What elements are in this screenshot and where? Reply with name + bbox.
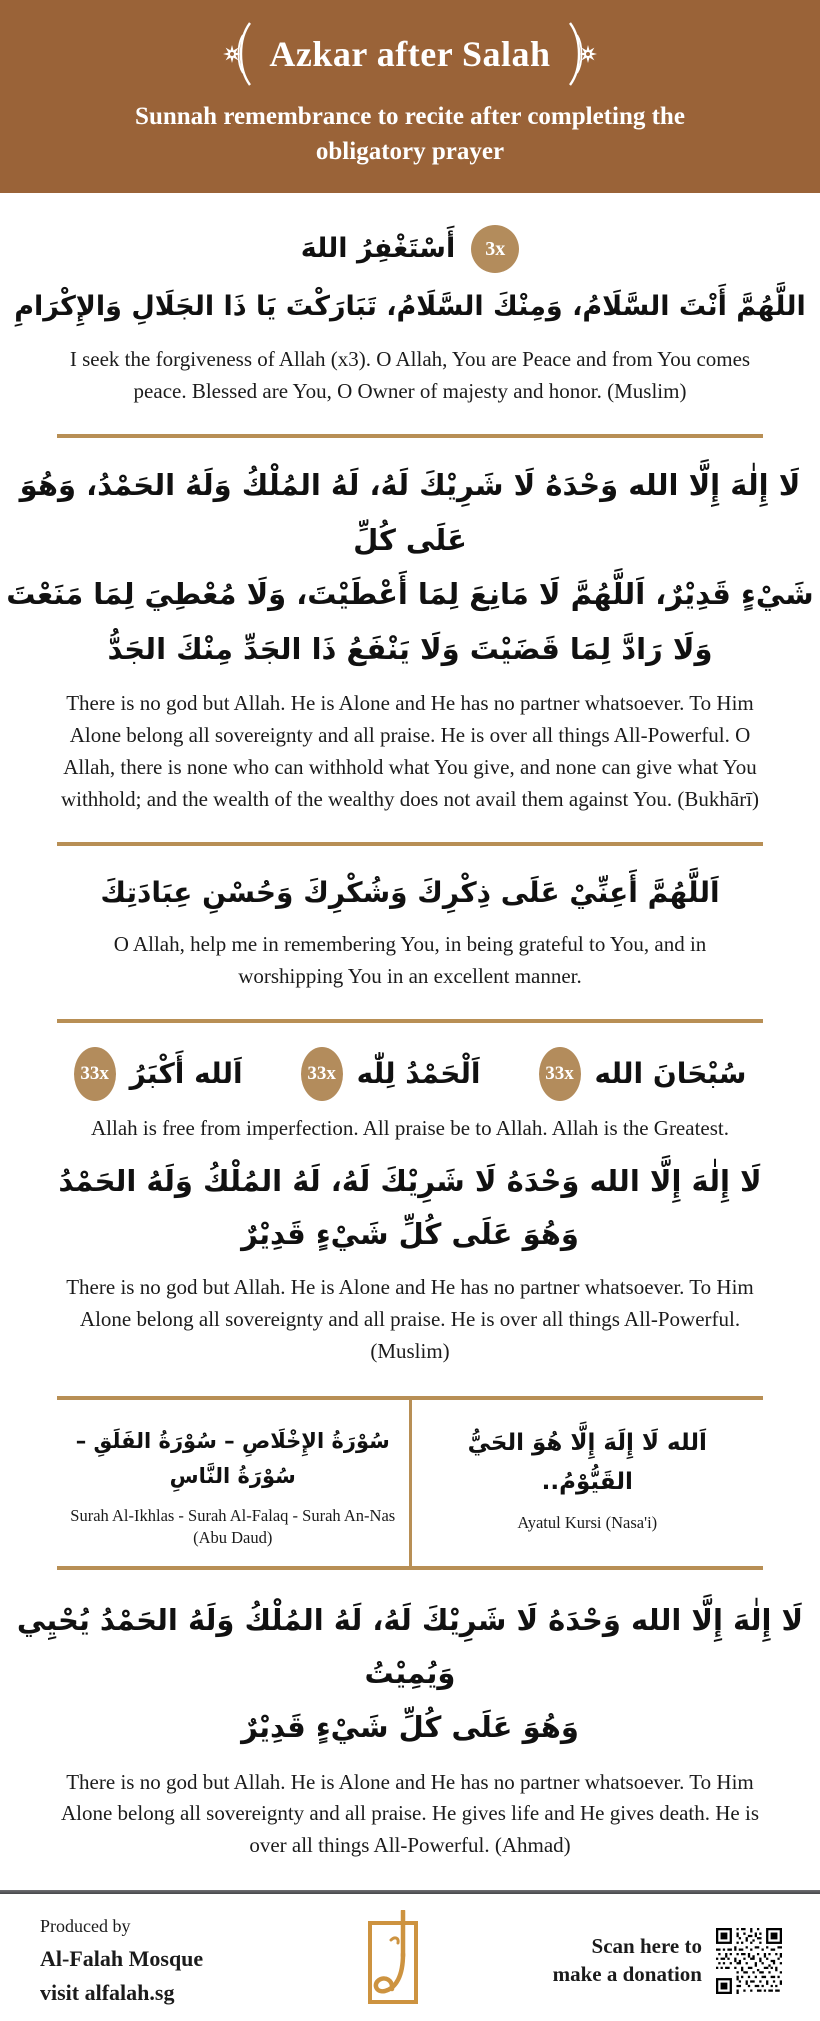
website-link: visit alfalah.sg [40,1980,175,2005]
repeat-count-badge: 33x [74,1047,116,1101]
surah-caption-line1: Surah Al-Ikhlas - Surah Al-Falaq - Surah An-Nas [70,1506,396,1526]
footer-credits [40,1915,203,2007]
arabic-dhikr-text: شَيْءٍ قَدِيْرٌ، اَللَّهُمَّ لَا مَانِعَ لِمَا أَعْطَيْتَ، وَلَا مُعْطِيَ لِمَا مَنَعْتَ [6,577,814,612]
footer [0,1894,820,2021]
tasbih-item-allahuakbar [74,1047,243,1101]
arabic-dhikr-text: سُبْحَانَ الله [594,1056,747,1090]
title-row [20,22,800,86]
organization-name: Al-Falah Mosque [40,1945,204,1971]
arabic-dhikr-text: لَا إِلٰهَ إِلَّا الله وَحْدَهُ لَا شَرِيْكَ لَهُ، لَهُ المُلْكُ وَلَهُ الحَمْدُ يُحْيِي وَيُمِيْتُ [16,1602,804,1691]
header-banner [0,0,820,193]
translation-text: O Allah, help me in remembering You, in being grateful to You, and in worshipping You in an excellent manner. [113,931,707,988]
istighfar-row [0,225,820,273]
section-tahlil-life-death [0,1594,820,1863]
arabic-dhikr-text: وَهُوَ عَلَى كُلِّ شَيْءٍ قَدِيْرٌ [241,1709,579,1744]
donation-qr-code [716,1928,782,1994]
arabic-dhikr-text: اَللَّهُمَّ أَعِنِّيْ عَلَى ذِكْرِكَ وَشُكْرِكَ وَحُسْنِ عِبَادَتِكَ [100,875,720,909]
surah-caption-line2: (Abu Daud) [193,1528,273,1548]
recitation-box [57,1396,763,1570]
page-subtitle: Sunnah remembrance to recite after completing the obligatory prayer [135,103,685,165]
tasbih-item-alhamdulillah [301,1047,481,1101]
section-divider [57,1019,763,1023]
arabic-dhikr-text: اَلْحَمْدُ لِلّٰه [356,1056,481,1090]
section-divider [57,842,763,846]
repeat-count-badge: 33x [539,1047,581,1101]
translation-text: Allah is free from imperfection. All praise be to Allah. Allah is the Greatest. [91,1115,729,1140]
translation-text: There is no god but Allah. He is Alone and He has no partner whatsoever. To Him Alone belong all sovereignty and all praise. He gives life and He gives death. He is over all things All-Powerful. (Ahmad) [60,1769,760,1858]
repeat-count-badge: 33x [301,1047,343,1101]
donation-call-to-action [553,1933,702,1988]
arabic-dhikr-text: وَهُوَ عَلَى كُلِّ شَيْءٍ قَدِيْرٌ [241,1217,579,1252]
arabic-dhikr-text: أَسْتَغْفِرُ اللهَ [300,233,456,265]
tasbih-item-subhanallah [539,1047,747,1101]
arabic-dhikr-text: اَلله أَكْبَرُ [129,1056,243,1090]
donation-block [553,1928,782,1994]
repeat-count-badge: 3x [471,225,519,273]
cell-surahs [57,1400,412,1566]
section-tasbih [0,1047,820,1368]
donation-line2: make a donation [552,1961,702,1986]
translation-text: There is no god but Allah. He is Alone and He has no partner whatsoever. To Him Alone belong all sovereignty and all praise. He is over all things All-Powerful. (Muslim) [66,1274,754,1363]
arabic-dhikr-text: لَا إِلٰهَ إِلَّا الله وَحْدَهُ لَا شَرِيْكَ لَهُ، لَهُ المُلْكُ وَلَهُ الحَمْدُ، وَهُوَ عَلَى كُلِّ [19,468,801,557]
arabic-dhikr-text: لَا إِلٰهَ إِلَّا الله وَحْدَهُ لَا شَرِيْكَ لَهُ، لَهُ المُلْكُ وَلَهُ الحَمْدُ [58,1163,762,1198]
produced-by-label: Produced by [40,1916,131,1936]
al-falah-logo [365,1910,421,2011]
arabic-ayatul-kursi: اَلله لَا إِلَهَ إِلَّا هُوَ الحَيُّ القَيُّوْمُ.. [467,1429,707,1495]
section-divider [57,434,763,438]
arabic-dhikr-text: وَلَا رَادَّ لِمَا قَضَيْتَ وَلَا يَنْفَعُ ذَا الجَدِّ مِنْكَ الجَدُّ [107,631,713,666]
translation-text: I seek the forgiveness of Allah (x3). O Allah, You are Peace and from You comes peace. Blessed are You, O Owner of majesty and honor. (Muslim) [69,347,751,404]
section-tahlil-full [0,458,820,816]
section-dhikr-help [0,866,820,993]
section-istighfar [0,225,820,408]
donation-line1: Scan here to [591,1934,702,1959]
surah-caption [67,1505,399,1550]
cell-ayatul-kursi [412,1400,764,1566]
arabic-dhikr-text: اللَّهُمَّ أَنْتَ السَّلَامُ، وَمِنْكَ السَّلَامُ، تَبَارَكْتَ يَا ذَا الجَلَالِ وَالإِكْرَامِ [14,291,806,322]
translation-text: There is no god but Allah. He is Alone and He has no partner whatsoever. To Him Alone belong all sovereignty and all praise. He is over all things All-Powerful. O Allah, there is none who can withhold what You give, and none can give what You withhold; and the wealth of the wealthy does not avail them against You. (Bukhārī) [60,691,760,811]
arabic-surah-names: سُوْرَةُ الإِخْلَاصِ – سُوْرَةُ الفَلَقِ – سُوْرَةُ النَّاسِ [75,1428,390,1489]
flourish-right-icon [567,22,597,86]
flourish-left-icon [223,22,253,86]
tasbih-row [0,1047,820,1101]
ayatul-kursi-caption: Ayatul Kursi (Nasa'i) [517,1512,658,1532]
page-title: Azkar after Salah [269,34,551,74]
